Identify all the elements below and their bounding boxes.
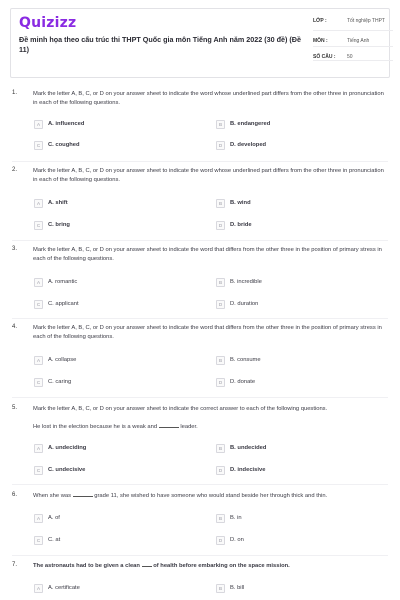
answer-blank [159, 423, 179, 428]
option-text: A. certificate [48, 585, 80, 591]
answer-blank [142, 562, 152, 567]
text-after: of health before embarking on the space mission. [153, 563, 290, 569]
answer-blank [73, 492, 93, 497]
divider [12, 555, 388, 556]
divider [12, 397, 388, 398]
option-text: A. collapse [48, 357, 77, 363]
worksheet-title: Đề minh họa theo cấu trúc thi THPT Quốc gia môn Tiếng Anh năm 2022 (30 đề) (Đề 11) [19, 35, 301, 54]
meta-label: MÔN : [313, 38, 328, 44]
option-text: D. bride [230, 222, 252, 228]
meta-table [313, 17, 393, 61]
option-c[interactable] [34, 464, 85, 476]
option-text: A. undeciding [48, 445, 87, 451]
option-text: B. incredible [230, 279, 262, 285]
option-c[interactable] [34, 219, 70, 231]
option-letter-box: B [216, 584, 225, 593]
question-text: Mark the letter A, B, C, or D on your answer sheet to indicate the correct answer to each of the following questions. [33, 406, 328, 412]
option-letter-box: A [34, 199, 43, 208]
option-d[interactable] [216, 376, 255, 388]
divider [12, 484, 388, 485]
option-letter-box: D [216, 300, 225, 309]
option-text: B. consume [230, 357, 261, 363]
option-text: A. shift [48, 200, 68, 206]
meta-label: SỐ CÂU : [313, 54, 336, 60]
option-d[interactable] [216, 139, 266, 151]
option-b[interactable] [216, 276, 262, 288]
meta-row-subject [313, 31, 393, 47]
option-letter-box: A [34, 514, 43, 523]
option-text: D. duration [230, 301, 259, 307]
question-number: 3. [12, 246, 18, 252]
option-a[interactable] [34, 582, 80, 594]
divider [12, 161, 388, 162]
option-letter-box: D [216, 221, 225, 230]
text-before: When she was [33, 493, 72, 499]
option-text: B. bill [230, 585, 245, 591]
option-d[interactable] [216, 219, 252, 231]
option-text: D. developed [230, 142, 267, 148]
worksheet-header [10, 8, 390, 78]
option-text: A. influenced [48, 121, 85, 127]
option-letter-box: A [34, 120, 43, 129]
option-c[interactable] [34, 139, 80, 151]
option-letter-box: D [216, 141, 225, 150]
option-text: D. indecisive [230, 467, 266, 473]
option-text: B. wind [230, 200, 251, 206]
question-number: 2. [12, 167, 18, 173]
option-letter-box: D [216, 466, 225, 475]
stem-after: leader. [180, 424, 198, 430]
option-b[interactable] [216, 442, 266, 454]
option-a[interactable] [34, 512, 60, 524]
option-letter-box: A [34, 278, 43, 287]
option-d[interactable] [216, 464, 265, 476]
option-letter-box: C [34, 221, 43, 230]
option-letter-box: D [216, 536, 225, 545]
option-letter-box: A [34, 584, 43, 593]
option-text: C. at [48, 537, 61, 543]
question-text: Mark the letter A, B, C, or D on your answer sheet to indicate the word whose underlined part differs from the other three in pronunciation in each of the following questions. [33, 168, 384, 183]
option-c[interactable] [34, 298, 79, 310]
option-c[interactable] [34, 534, 60, 546]
option-letter-box: D [216, 378, 225, 387]
option-letter-box: B [216, 199, 225, 208]
question-text [33, 562, 389, 571]
option-text: C. coughed [48, 142, 80, 148]
option-d[interactable] [216, 298, 258, 310]
question-text [33, 492, 389, 501]
question-number: 7. [12, 562, 18, 568]
option-a[interactable] [34, 442, 86, 454]
option-letter-box: B [216, 356, 225, 365]
option-text: B. in [230, 515, 242, 521]
option-c[interactable] [34, 376, 71, 388]
option-letter-box: C [34, 466, 43, 475]
option-a[interactable] [34, 197, 68, 209]
option-text: C. undecisive [48, 467, 86, 473]
option-text: C. bring [48, 222, 70, 228]
question-stem [33, 423, 198, 430]
option-d[interactable] [216, 534, 244, 546]
option-letter-box: C [34, 141, 43, 150]
divider [12, 318, 388, 319]
option-letter-box: B [216, 444, 225, 453]
option-letter-box: A [34, 356, 43, 365]
text-before: The astronauts had to be given a clean [33, 563, 140, 569]
option-a[interactable] [34, 276, 77, 288]
option-text: B. endangered [230, 121, 271, 127]
question-text: Mark the letter A, B, C, or D on your answer sheet to indicate the word that differs from the other three in the position of primary stress in each of the following questions. [33, 247, 382, 262]
option-letter-box: B [216, 278, 225, 287]
divider [12, 240, 388, 241]
option-b[interactable] [216, 118, 270, 130]
option-text: A. of [48, 515, 60, 521]
stem-before: He lost in the election because he is a weak and [33, 424, 158, 430]
option-letter-box: B [216, 120, 225, 129]
option-text: D. on [230, 537, 244, 543]
option-text: D. donate [230, 379, 256, 385]
meta-value: 50 [347, 54, 353, 60]
option-b[interactable] [216, 197, 251, 209]
meta-value: Tốt nghiệp THPT [347, 18, 385, 24]
option-b[interactable] [216, 582, 244, 594]
option-letter-box: C [34, 300, 43, 309]
option-text: C. caring [48, 379, 72, 385]
option-letter-box: C [34, 378, 43, 387]
option-b[interactable] [216, 354, 261, 366]
option-text: B. undecided [230, 445, 267, 451]
option-letter-box: A [34, 444, 43, 453]
option-text: C. applicant [48, 301, 79, 307]
text-after: grade 11, she wished to have someone who would stand beside her through thick and thin. [94, 493, 328, 499]
meta-row-class [313, 17, 393, 31]
meta-value: Tiếng Anh [347, 38, 370, 44]
option-letter-box: C [34, 536, 43, 545]
question-number: 6. [12, 492, 18, 498]
question-number: 4. [12, 324, 18, 330]
meta-row-count [313, 47, 393, 61]
question-number: 5. [12, 405, 18, 411]
question-text: Mark the letter A, B, C, or D on your answer sheet to indicate the word whose underlined part differs from the other three in pronunciation in each of the following questions. [33, 91, 384, 106]
question-text: Mark the letter A, B, C, or D on your answer sheet to indicate the word that differs from the other three in the position of primary stress in each of the following questions. [33, 325, 382, 340]
option-a[interactable] [34, 354, 76, 366]
option-b[interactable] [216, 512, 242, 524]
option-letter-box: B [216, 514, 225, 523]
meta-label: LỚP : [313, 18, 327, 24]
question-number: 1. [12, 90, 18, 96]
option-text: A. romantic [48, 279, 78, 285]
quizizz-logo: Quizizz [19, 15, 77, 31]
option-a[interactable] [34, 118, 84, 130]
